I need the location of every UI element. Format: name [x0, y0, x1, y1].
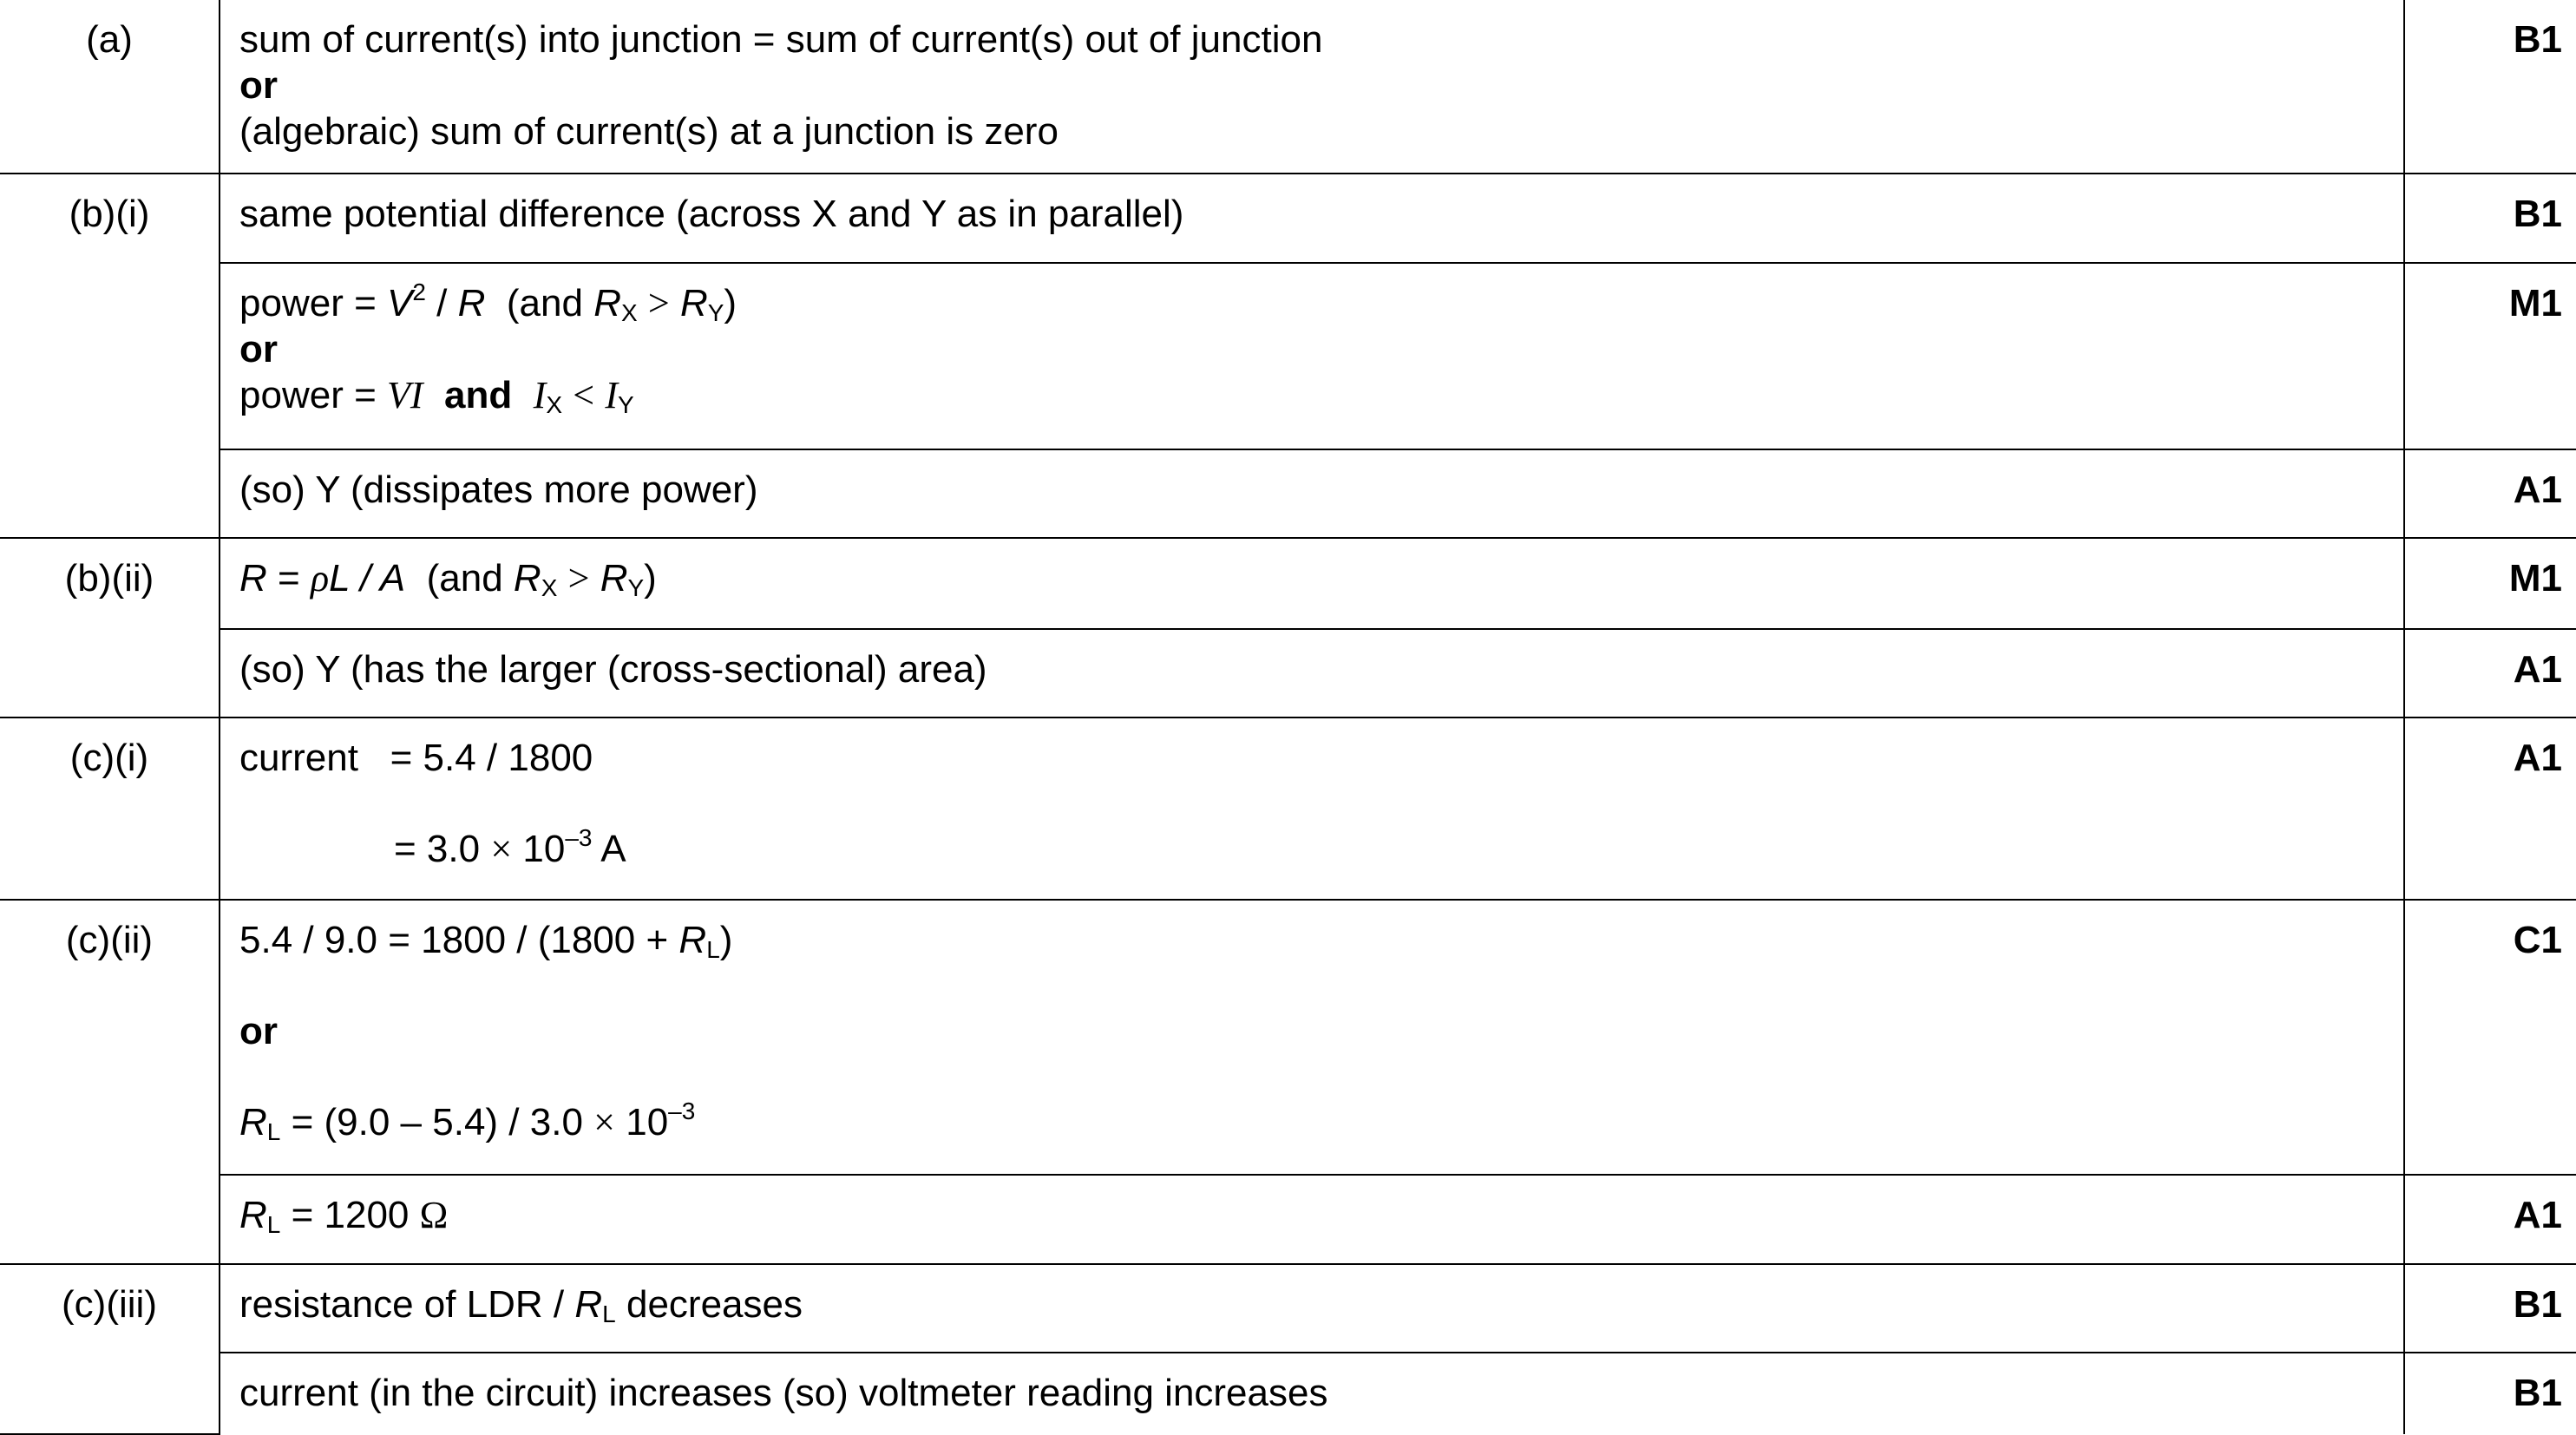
times-sign: × — [490, 828, 513, 870]
subscript-l: L — [602, 1301, 616, 1327]
subscript-y: Y — [707, 299, 724, 326]
resistance-symbol: R — [600, 557, 628, 600]
exponent: –3 — [565, 824, 593, 851]
question-label: (a) — [0, 0, 220, 174]
exponent: –3 — [668, 1098, 696, 1124]
subscript-x: X — [541, 574, 558, 601]
greater-than-sign: > — [647, 282, 670, 324]
answer-line — [239, 824, 2386, 873]
mark-value: B1 — [2404, 174, 2576, 263]
answer-cell — [220, 538, 2404, 629]
or-separator: or — [239, 1010, 278, 1052]
answer-cell — [220, 1175, 2404, 1264]
and-text: (and — [426, 557, 503, 600]
resistance-symbol: R — [513, 557, 541, 600]
power-base: 10 — [626, 1101, 669, 1143]
row-c-i — [0, 718, 2576, 900]
equation-text: 5.4 / 9.0 = 1800 / (1800 + — [239, 919, 669, 961]
row-b-i-2 — [0, 263, 2576, 449]
subscript-l: L — [266, 1118, 281, 1145]
resistance-symbol: R — [679, 282, 708, 324]
mark-value: A1 — [2404, 629, 2576, 718]
question-label: (c)(i) — [0, 718, 220, 900]
answer-line — [239, 1100, 2386, 1146]
resistance-symbol: R — [239, 1101, 267, 1143]
row-c-ii-1 — [0, 900, 2576, 1175]
subscript-y: Y — [617, 391, 634, 418]
equation-text: = (9.0 – 5.4) / 3.0 — [291, 1101, 583, 1143]
answer-line: current (in the circuit) increases (so) voltmeter reading increases — [239, 1372, 1328, 1414]
close-paren: ) — [719, 919, 733, 961]
and-text: (and — [506, 282, 583, 324]
answer-line: current = 5.4 / 1800 — [239, 737, 593, 779]
square-exponent: 2 — [412, 278, 426, 305]
subscript-y: Y — [627, 574, 645, 601]
answer-line — [239, 278, 2386, 327]
less-than-sign: < — [573, 374, 595, 416]
and-text: and — [443, 374, 513, 416]
answer-cell — [220, 718, 2404, 900]
subscript-x: X — [546, 391, 563, 418]
answer-line — [239, 373, 2386, 419]
mark-value: M1 — [2404, 263, 2576, 449]
answer-line: (so) Y (has the larger (cross-sectional) area) — [239, 648, 987, 691]
row-c-iii-2 — [0, 1353, 2576, 1434]
power-text: power = — [239, 374, 377, 416]
power-base: 10 — [522, 828, 566, 870]
resistance-symbol: R — [239, 557, 267, 600]
row-b-ii-2 — [0, 629, 2576, 718]
resistance-symbol: R — [678, 919, 707, 961]
answer-line — [239, 1282, 2386, 1328]
answer-cell — [220, 1264, 2404, 1353]
answer-line: (so) Y (dissipates more power) — [239, 469, 758, 511]
question-label: (c)(ii) — [0, 900, 220, 1264]
voltage-symbol: V — [387, 282, 413, 324]
resistance-symbol: R — [574, 1283, 603, 1326]
row-b-ii-1 — [0, 538, 2576, 629]
question-label: (c)(iii) — [0, 1264, 220, 1434]
equals-sign: = — [278, 557, 300, 600]
question-label: (b)(i) — [0, 174, 220, 538]
current-symbol: I — [605, 374, 618, 416]
current-symbol: I — [533, 374, 547, 416]
resistance-symbol: R — [457, 282, 486, 324]
close-paren: ) — [644, 557, 657, 600]
result-value: = 1200 — [291, 1194, 410, 1236]
answer-line — [239, 918, 2386, 964]
mark-value: B1 — [2404, 1264, 2576, 1353]
or-separator: or — [239, 328, 278, 370]
mark-value: A1 — [2404, 718, 2576, 900]
answer-line — [239, 1193, 2386, 1239]
mark-value: A1 — [2404, 1175, 2576, 1264]
resistivity-symbol: ρ — [310, 557, 330, 600]
mark-value: M1 — [2404, 538, 2576, 629]
answer-text: decreases — [626, 1283, 803, 1326]
row-c-ii-2 — [0, 1175, 2576, 1264]
answer-cell — [220, 449, 2404, 538]
mark-value: C1 — [2404, 900, 2576, 1175]
answer-cell — [220, 174, 2404, 263]
answer-cell — [220, 629, 2404, 718]
row-a — [0, 0, 2576, 174]
subscript-x: X — [620, 299, 638, 326]
power-text: power = — [239, 282, 377, 324]
vi-symbol: VI — [387, 374, 423, 416]
resistance-symbol: R — [239, 1194, 267, 1236]
divide-sign: / — [436, 282, 448, 324]
subscript-l: L — [266, 1211, 281, 1238]
greater-than-sign: > — [567, 557, 590, 600]
answer-line: (algebraic) sum of current(s) at a junction is zero — [239, 110, 1059, 153]
length-over-area: L / A — [329, 557, 406, 600]
row-b-i-1 — [0, 174, 2576, 263]
answer-line: same potential difference (across X and Y as in parallel) — [239, 193, 1184, 235]
resistance-symbol: R — [593, 282, 621, 324]
result-value: = 3.0 — [394, 828, 481, 870]
question-label: (b)(ii) — [0, 538, 220, 718]
answer-cell — [220, 0, 2404, 174]
mark-value: A1 — [2404, 449, 2576, 538]
row-b-i-3 — [0, 449, 2576, 538]
close-paren: ) — [724, 282, 737, 324]
mark-value: B1 — [2404, 0, 2576, 174]
answer-cell — [220, 900, 2404, 1175]
mark-value: B1 — [2404, 1353, 2576, 1434]
answer-cell — [220, 1353, 2404, 1434]
answer-line: sum of current(s) into junction = sum of current(s) out of junction — [239, 18, 1323, 61]
or-separator: or — [239, 64, 278, 107]
answer-line — [239, 556, 2386, 602]
row-c-iii-1 — [0, 1264, 2576, 1353]
ohm-symbol: Ω — [419, 1194, 449, 1236]
answer-text: resistance of LDR / — [239, 1283, 565, 1326]
subscript-l: L — [706, 936, 720, 963]
times-sign: × — [593, 1101, 615, 1143]
unit: A — [600, 828, 626, 870]
answer-cell — [220, 263, 2404, 449]
